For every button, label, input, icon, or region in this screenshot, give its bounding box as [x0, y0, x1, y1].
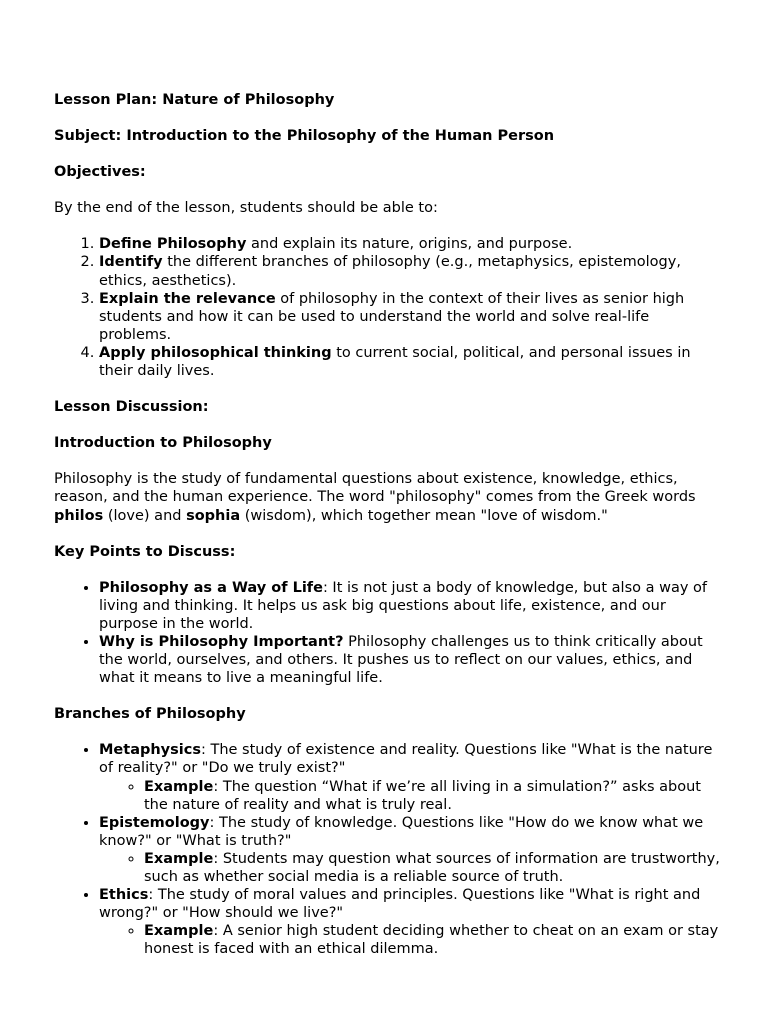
branches-list	[54, 741, 720, 958]
branch-example	[144, 850, 720, 886]
example-label: Example	[144, 778, 214, 795]
key-points-list	[54, 579, 720, 688]
objectives-list	[54, 235, 720, 380]
lesson-title: Lesson Plan: Nature of Philosophy	[54, 92, 335, 108]
objective-term: Explain the relevance	[99, 290, 276, 307]
objective-item	[99, 235, 720, 253]
key-point-item	[99, 633, 720, 687]
branch-example	[144, 778, 720, 814]
intro-heading: Introduction to Philosophy	[54, 435, 272, 452]
branch-item	[99, 741, 720, 813]
intro-text: (love) and	[103, 507, 187, 524]
key-point-term: Philosophy as a Way of Life	[99, 579, 323, 596]
branch-term: Ethics	[99, 887, 149, 904]
branch-term: Metaphysics	[99, 742, 201, 759]
branch-example-list	[99, 922, 720, 958]
intro-text: (wisdom), which together mean "love of wisdom."	[240, 507, 608, 524]
branch-text: : The study of existence and reality. Questions like "What is the nature of reality?" or "Do we truly exist?"	[99, 742, 713, 777]
objective-term: Apply philosophical thinking	[99, 344, 332, 361]
key-point-text: Philosophy challenges us to think critically about the world, ourselves, and others. It pushes us to reflect on our values, ethics, and what it means to live a meaningful life.	[99, 633, 703, 687]
objective-text: the different branches of philosophy (e.g., metaphysics, epistemology, ethics, aesthetics).	[99, 254, 681, 289]
intro-paragraph	[54, 470, 720, 524]
discussion-heading: Lesson Discussion:	[54, 399, 209, 416]
branch-text: : The study of knowledge. Questions like "How do we know what we know?" or "What is truth?"	[99, 814, 704, 849]
key-point-term: Why is Philosophy Important?	[99, 633, 344, 650]
term-philos: philos	[54, 507, 104, 524]
objective-item	[99, 344, 720, 380]
objective-item	[99, 290, 720, 344]
branch-example-list	[99, 850, 720, 886]
objective-term: Define Philosophy	[99, 236, 247, 253]
branch-text: : The study of moral values and principles. Questions like "What is right and wrong?" or "How should we live?"	[99, 887, 701, 922]
example-text: : The question “What if we’re all living in a simulation?” asks about the nature of reality and what is truly real.	[144, 778, 701, 813]
objective-text: and explain its nature, origins, and purpose.	[246, 236, 573, 253]
objectives-intro: By the end of the lesson, students should be able to:	[54, 200, 438, 217]
subject-line: Subject: Introduction to the Philosophy of the Human Person	[54, 128, 555, 145]
objective-item	[99, 253, 720, 289]
branch-example-list	[99, 778, 720, 814]
objectives-heading: Objectives:	[54, 164, 146, 181]
example-label: Example	[144, 923, 214, 940]
branch-term: Epistemology	[99, 814, 210, 831]
intro-text: Philosophy is the study of fundamental questions about existence, knowledge, ethics, reason, and the human experience. The word "philosophy" comes from the Greek words	[54, 471, 696, 506]
branch-example	[144, 922, 720, 958]
key-points-heading: Key Points to Discuss:	[54, 543, 236, 560]
key-point-text: : It is not just a body of knowledge, but also a way of living and thinking. It helps us ask big questions about life, existence, and our purpose in the world.	[99, 579, 708, 632]
branches-heading: Branches of Philosophy	[54, 706, 246, 723]
branch-item	[99, 814, 720, 886]
branch-item	[99, 886, 720, 958]
objective-term: Identify	[99, 254, 163, 271]
term-sophia: sophia	[186, 507, 241, 524]
key-point-item	[99, 579, 720, 633]
objective-text: of philosophy in the context of their lives as senior high students and how it can be used to understand the world and solve real-life problems.	[99, 290, 685, 343]
objective-text: to current social, political, and personal issues in their daily lives.	[99, 344, 691, 380]
example-text: : A senior high student deciding whether to cheat on an exam or stay honest is faced with an ethical dilemma.	[144, 923, 719, 958]
example-text: : Students may question what sources of information are trustworthy, such as whether social media is a reliable source of truth.	[144, 850, 720, 885]
example-label: Example	[144, 850, 214, 867]
